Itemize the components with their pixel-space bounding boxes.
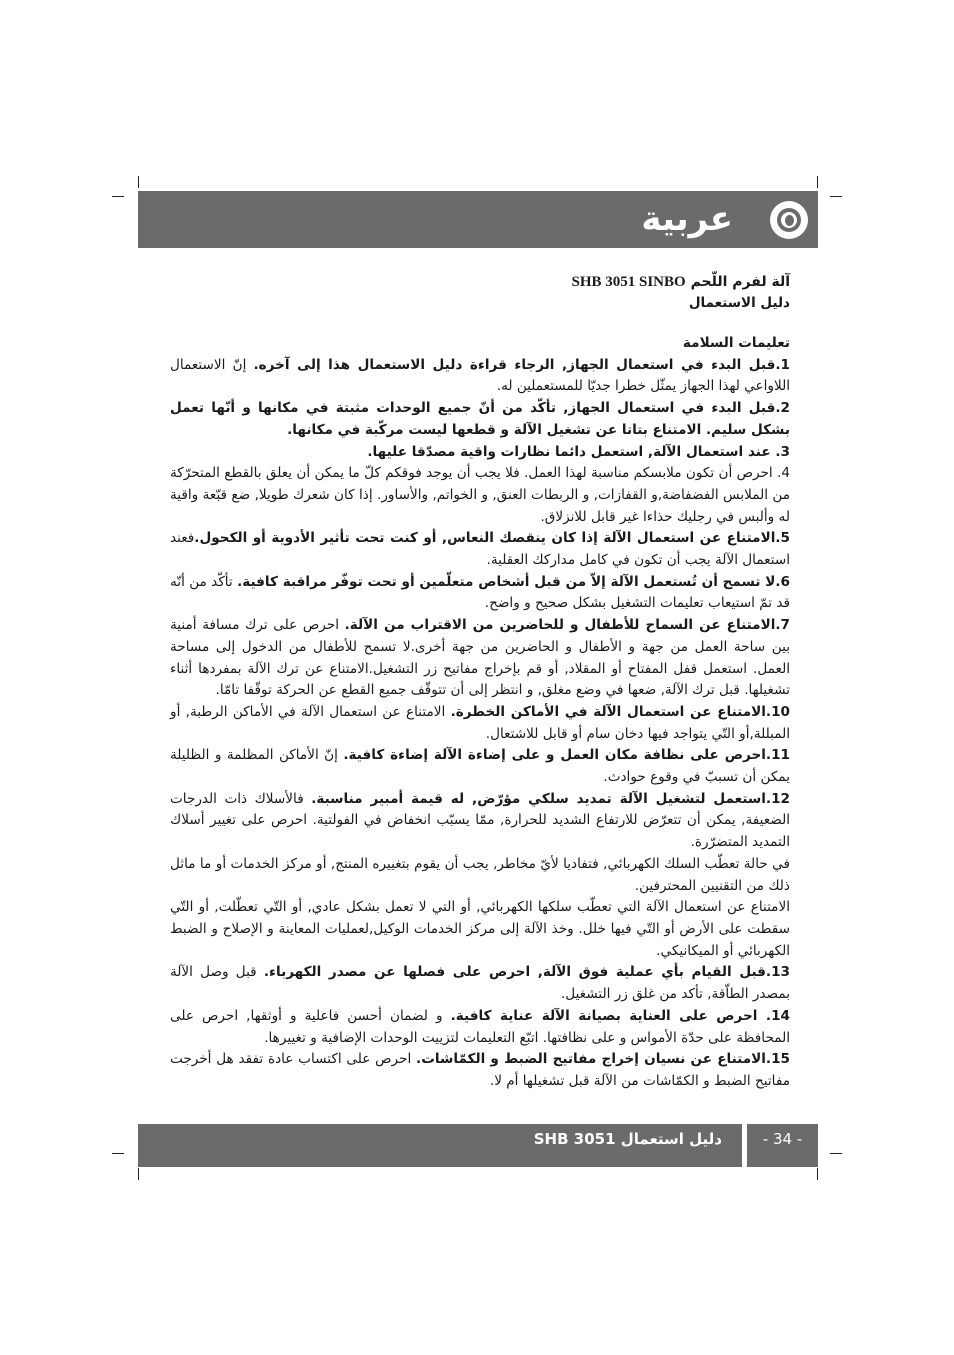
product-model: SHB 3051 SINBO xyxy=(571,274,686,290)
list-item: 7.الامتناع عن السماح للأطفال و للحاضرين من الاقتراب من الآلة. احرص على ترك مسافة أمنية بين ساحة العمل من جهة و الأطفال و الحاضرين من جهة أخرى.لا تسمح للأطفال من الدخول إلى مساحة العمل. استعمل قفل المفتاح أو المقلاد, أو قم بإخراج مفاتيح زر التشغيل.الامتناع عن ترك الآلة بمفردها أثناء تشغيلها. قبل ترك الآلة, ضعها في وضع مغلق, و انتظر إلى أن تتوقّف جميع القطع عن الحركة توقّفا تامّا. xyxy=(170,617,790,699)
brand-logo-icon xyxy=(770,201,808,239)
page-title: عربية xyxy=(641,199,733,239)
crop-mark xyxy=(138,1168,139,1180)
header-bar xyxy=(138,191,818,248)
list-item: 11.احرص على نظافة مكان العمل و على إضاءة الآلة إضاءة كافية. إنّ الأماكن المظلمة و الظليلة يمكن أن تسببّ في وقوع حوادث. xyxy=(170,747,790,786)
crop-mark xyxy=(112,196,124,197)
list-item: الامتناع عن استعمال الآلة التي تعطّب سلكها الكهربائي, أو التي لا تعمل بشكل عادي, أو التّي تعطّلت, أو التّي سقطت على الأرض أو التّي فيها خلل. وخذ الآلة إلى مركز الخدمات الوكيل,لعمليات المعاينة و الإصلاح و الضبط الكهربائي أو الميكانيكي. xyxy=(170,899,790,959)
list-item: 1.قبل البدء في استعمال الجهاز, الرجاء قراءة دليل الاستعمال هذا إلى آخره. إنّ الاستعمال اللاواعي لهذا الجهاز يمثّل خطرا جديّا للمستعملين له. xyxy=(170,356,791,395)
list-item: 14. احرص على العناية بصيانة الآلة عناية كافية. و لضمان أحسن فاعلية و أوثقها, احرص على المحافظة على حدّة الأمواس و على نظافتها. اتبّع التعليمات لتزييت الوحدات الإضافية و تغييرها. xyxy=(170,1007,790,1046)
footer-title: دليل استعمال SHB 3051 xyxy=(533,1130,722,1148)
list-item: في حالة تعطّب السلك الكهربائي, فتفاديا لأيّ مخاطر, يجب أن يقوم بتغييره المنتج, أو مركز الخدمات أو ما ماثل ذلك من التقنيين المحترفين. xyxy=(170,855,790,894)
page-number-box xyxy=(747,1124,818,1167)
list-item: 4. احرص أن تكون ملابسكم مناسبة لهذا العمل. فلا يجب أن يوجد فوقكم كلّ ما يمكن أن يعلق بالقطع المتحرّكة من الملابس الفضفاضة,و القفازات, و الربطات العنق, و الخواتم, والأساور. إذا كان شعرك طويلا, ضع قبّعة واقية له وألبس في رجليك حذاءا غير قابل للانزلاق. xyxy=(170,465,790,525)
list-item: 15.الامتناع عن نسيان إخراج مفاتيح الضبط و الكمّاشات. احرص على اكتساب عادة تفقد هل أخرجت مفاتيح الضبط و الكمّاشات من الآلة قبل تشغيلها أم لا. xyxy=(170,1051,791,1089)
product-line xyxy=(170,272,790,293)
page-number: - 34 - xyxy=(762,1130,803,1148)
crop-mark xyxy=(830,1153,842,1154)
list-item: 5.الامتناع عن استعمال الآلة إذا كان ينقصك النعاس, أو كنت تحت تأثير الأدوية أو الكحول.فعند استعمال الآلة يجب أن تكون في كامل مداركك العقلية. xyxy=(170,530,790,569)
list-item: 3. عند استعمال الآلة, استعمل دائما نظارات واقية مصدّقا عليها. xyxy=(367,443,790,460)
list-item: 12.استعمل لتشغيل الآلة تمديد سلكي مؤرّض, له قيمة أمبير مناسبة. فالأسلاك ذات الدرجات الضعيفة, يمكن أن تتعرّض للارتفاع الشديد للحرارة, ممّا يسبّب انخفاض في الفولتية. احرص على تغيير أسلاك التمديد المتضرّرة. xyxy=(170,790,790,851)
list-item: 13.قبل القيام بأي عملية فوق الآلة, احرص على فصلها عن مصدر الكهرباء. قبل وصل الآلة بمصدر الطاّقة, تأكد من غلق زر التشغيل. xyxy=(170,964,790,1003)
list-item: 10.الامتناع عن استعمال الآلة في الأماكن الخطرة. الامتناع عن استعمال الآلة في الأماكن الرطبة, أو المبللة,أو التّي يتواجد فيها دخان سام أو قابل للاشتعال. xyxy=(170,703,790,742)
footer-bar xyxy=(138,1124,742,1167)
crop-mark xyxy=(112,1153,124,1154)
crop-mark xyxy=(830,196,842,197)
list-item: 2.قبل البدء في استعمال الجهاز, تأكّد من أنّ جميع الوحدات مثبتة في مكانها و أنّها تعمل بشكل سليم. الامتناع بتاتا عن تشغيل الآلة و قطعها ليست مركّبة في مكانها. xyxy=(170,400,790,438)
crop-mark xyxy=(817,176,818,188)
section-title: تعليمات السلامة xyxy=(682,335,790,351)
safety-instructions xyxy=(170,333,790,1093)
crop-mark xyxy=(817,1168,818,1180)
list-item: 6.لا تسمح أن تُستعمل الآلة إلاّ من قبل أشخاص متعلّمين أو تحت توفّر مراقبة كافية. تأكّد من أنّه قد تمّ استيعاب تعليمات التشغيل بشكل صحيح و واضح. xyxy=(170,573,790,612)
document-subtitle: دليل الاستعمال xyxy=(688,295,790,311)
crop-mark xyxy=(138,176,139,188)
product-label: آلة لفرم اللّحم xyxy=(690,274,790,290)
